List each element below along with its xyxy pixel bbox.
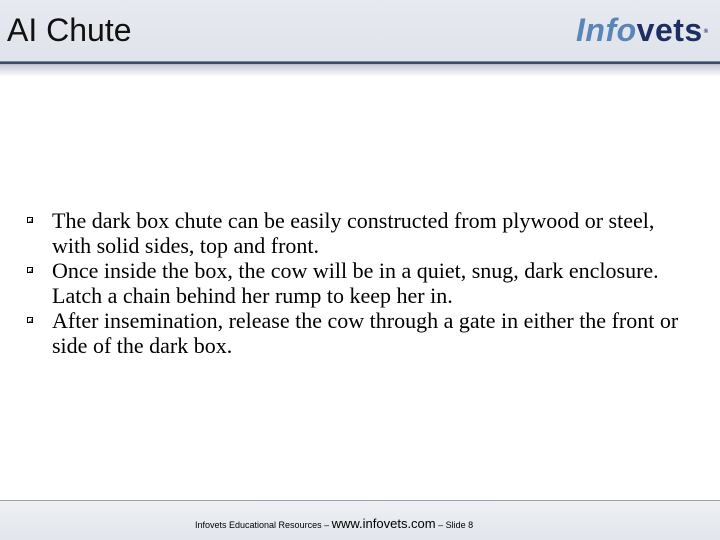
logo-registered-mark: ® [703,29,709,35]
slide-content [0,208,720,358]
bullet-list [0,208,720,358]
bullet-text: Once inside the box, the cow will be in a quiet, snug, dark enclosure. Latch a chain behind her rump to keep her in. [52,258,659,308]
hollow-square-bullet-icon [27,217,33,223]
footer-suffix: – Slide 8 [435,520,474,530]
header-divider-shadow [0,65,720,77]
bullet-text: The dark box chute can be easily constructed from plywood or steel, with solid sides, top and front. [52,208,655,258]
footer-prefix: Infovets Educational Resources – [195,520,332,530]
footer-url-link[interactable]: www.infovets.com [331,516,436,531]
logo-text-vets: vets [636,12,703,48]
bullet-text: After insemination, release the cow through a gate in either the front or side of the dark box. [52,308,679,358]
footer-text [195,514,473,535]
hollow-square-bullet-icon [27,317,33,323]
bullet-item [0,208,720,258]
logo-text-info: Info [576,12,637,48]
bullet-item [0,258,720,308]
bullet-item [0,308,720,358]
infovets-logo [576,10,709,50]
slide-title: AI Chute [7,12,132,48]
hollow-square-bullet-icon [27,267,33,273]
